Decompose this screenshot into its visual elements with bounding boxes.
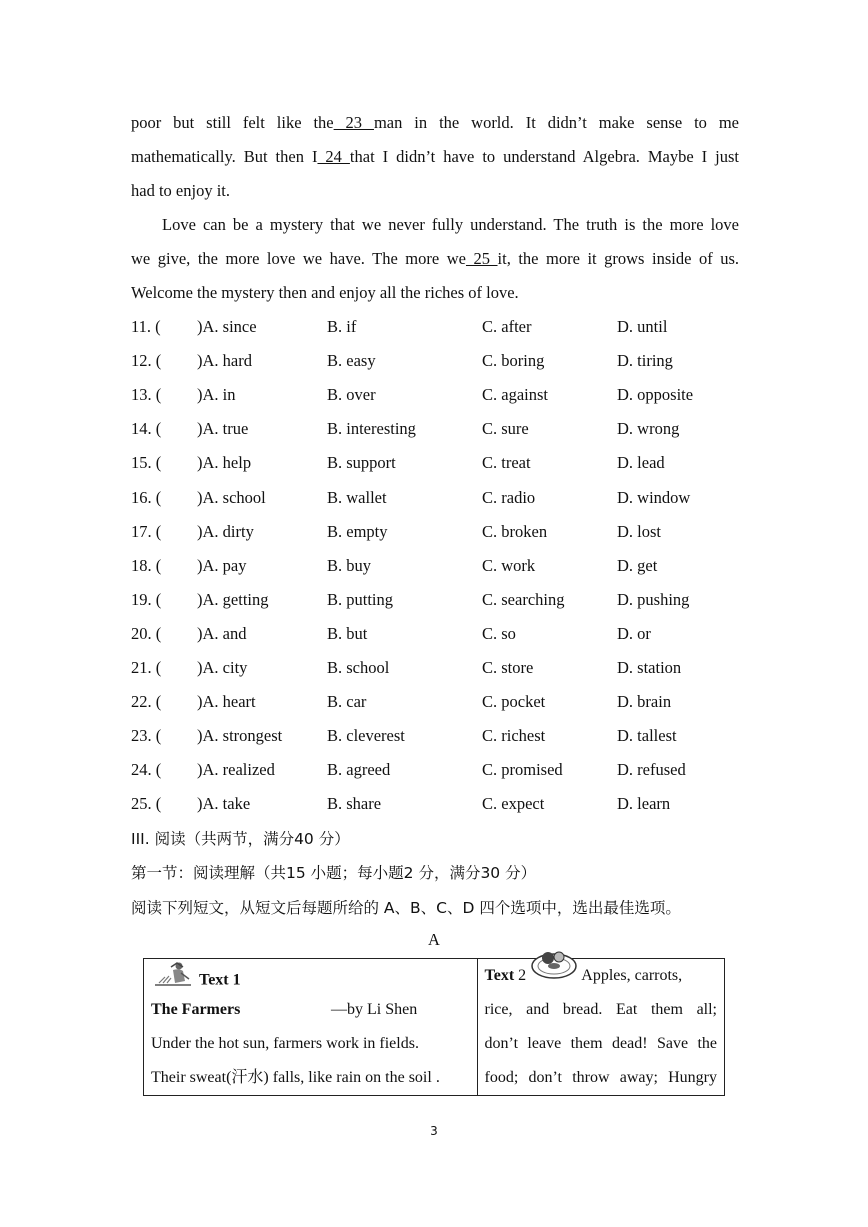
text-1-cell (144, 959, 478, 1096)
question-row (131, 719, 751, 753)
option-c[interactable]: C. promised (482, 760, 563, 780)
question-row (131, 617, 751, 651)
option-a[interactable]: )A. hard (197, 351, 252, 371)
question-row (131, 549, 751, 583)
passage-line: mathematically. But then I 24 that I didn’t have to understand Algebra. Maybe I just (131, 147, 739, 166)
option-a[interactable]: )A. dirty (197, 521, 254, 541)
option-c[interactable]: C. after (482, 317, 532, 336)
poem-line: Their sweat(汗水) falls, like rain on the soil . (151, 1069, 440, 1086)
question-number: 19. ( (131, 589, 162, 609)
blank-24: 24 (317, 147, 350, 166)
option-c[interactable]: C. work (482, 555, 536, 575)
option-d[interactable]: D. until (617, 317, 668, 336)
poem-title: The Farmers (151, 1001, 241, 1018)
option-b[interactable]: B. car (327, 692, 367, 712)
option-d[interactable]: D. pushing (617, 589, 690, 609)
option-b[interactable]: B. if (327, 317, 357, 336)
option-d[interactable]: D. get (617, 555, 658, 575)
question-number: 23. ( (131, 726, 162, 746)
question-row (131, 787, 751, 821)
passage-line: Welcome the mystery then and enjoy all the riches of love. (131, 283, 519, 302)
question-row (131, 753, 751, 787)
text-2-line-3: don’t leave them dead! Save the (484, 1035, 717, 1052)
poem-header (144, 993, 477, 1027)
question-number: 11. ( (131, 317, 161, 336)
option-c[interactable]: C. pocket (482, 692, 546, 712)
option-a[interactable]: )A. realized (197, 760, 275, 780)
passage-paragraph-1 (131, 106, 739, 208)
option-b[interactable]: B. agreed (327, 760, 391, 780)
question-number: 17. ( (131, 521, 162, 541)
option-a[interactable]: )A. and (197, 623, 247, 643)
option-a[interactable]: )A. help (197, 453, 252, 473)
option-c[interactable]: C. searching (482, 589, 565, 609)
option-b[interactable]: B. wallet (327, 487, 387, 507)
question-number: 16. ( (131, 487, 162, 507)
option-d[interactable]: D. learn (617, 794, 671, 814)
option-d[interactable]: D. tiring (617, 351, 673, 371)
option-c[interactable]: C. against (482, 385, 548, 405)
option-c[interactable]: C. treat (482, 453, 531, 473)
option-a[interactable]: )A. city (197, 658, 248, 677)
option-c[interactable]: C. expect (482, 794, 545, 814)
option-c[interactable]: C. boring (482, 351, 545, 371)
passage-paragraph-2 (131, 208, 739, 310)
option-d[interactable]: D. tallest (617, 726, 677, 746)
text-2-cell: Text 2 Apples, carrots, rice, and bread. Eat them all; don’t leave them dead! Save the food; don’t throw away; Hungry (477, 959, 724, 1096)
question-number: 14. ( (131, 419, 162, 439)
option-b[interactable]: B. share (327, 794, 382, 814)
poem-line: Under the hot sun, farmers work in fields. (151, 1035, 419, 1052)
section-part-1: 第一节：阅读理解（共15 小题；每小题2 分，满分30 分） (131, 864, 537, 882)
blank-25: 25 (465, 249, 498, 268)
passage-line: we give, the more love we have. The more we 25 it, the more it grows inside of us. (131, 249, 740, 268)
option-a[interactable]: )A. pay (197, 555, 247, 575)
passage-label-a: A (428, 930, 440, 949)
section-heading: III. 阅读（共两节，满分40 分） (131, 830, 350, 848)
option-b[interactable]: B. buy (327, 555, 372, 575)
poem-author: —by Li Shen (331, 1001, 418, 1018)
text-2-line-2: rice, and bread. Eat them all; (484, 1001, 717, 1018)
question-number: 13. ( (131, 385, 162, 405)
option-b[interactable]: B. support (327, 453, 396, 473)
question-number: 15. ( (131, 453, 162, 473)
text-2-title: Text (484, 967, 515, 984)
option-c[interactable]: C. radio (482, 487, 536, 507)
option-a[interactable]: )A. true (197, 419, 249, 439)
option-a[interactable]: )A. heart (197, 692, 256, 712)
food-plate-illustration (530, 946, 578, 993)
passage-line: poor but still felt like the 23 man in the world. It didn’t make sense to me (131, 113, 739, 132)
question-number: 20. ( (131, 623, 162, 643)
question-row (131, 481, 751, 515)
option-d[interactable]: D. station (617, 658, 682, 677)
question-row (131, 515, 751, 549)
question-row (131, 310, 751, 344)
option-a[interactable]: )A. getting (197, 589, 269, 609)
text-2-line-1: Apples, carrots, (581, 967, 683, 984)
option-c[interactable]: C. store (482, 658, 534, 677)
option-b[interactable]: B. school (327, 658, 390, 677)
option-d[interactable]: D. opposite (617, 385, 694, 405)
reading-table (143, 958, 725, 1096)
option-b[interactable]: B. cleverest (327, 726, 405, 746)
option-a[interactable]: )A. take (197, 794, 251, 814)
question-row (131, 412, 751, 446)
option-a[interactable]: )A. school (197, 487, 266, 507)
question-row (131, 583, 751, 617)
option-c[interactable]: C. richest (482, 726, 546, 746)
question-number: 22. ( (131, 692, 162, 712)
option-c[interactable]: C. broken (482, 521, 548, 541)
question-number: 18. ( (131, 555, 162, 575)
question-number: 21. ( (131, 658, 162, 677)
option-b[interactable]: B. putting (327, 589, 394, 609)
question-row (131, 378, 751, 412)
blank-23: 23 (333, 113, 374, 132)
passage-line: Love can be a mystery that we never fully understand. The truth is the more love (162, 215, 739, 234)
option-d[interactable]: D. or (617, 623, 651, 643)
question-number: 12. ( (131, 351, 162, 371)
question-number: 24. ( (131, 760, 162, 780)
option-d[interactable]: D. window (617, 487, 691, 507)
option-c[interactable]: C. so (482, 623, 516, 643)
option-b[interactable]: B. easy (327, 351, 376, 371)
question-row (131, 446, 751, 480)
option-a[interactable]: )A. strongest (197, 726, 283, 746)
option-a[interactable]: )A. in (197, 385, 236, 405)
option-b[interactable]: B. empty (327, 521, 388, 541)
option-a[interactable]: )A. since (197, 317, 257, 336)
text-1-title: Text 1 (199, 971, 241, 989)
question-row (131, 651, 751, 685)
option-d[interactable]: D. lost (617, 521, 662, 541)
passage-line: had to enjoy it. (131, 181, 230, 200)
text-2-line-4: food; don’t throw away; Hungry (484, 1069, 717, 1086)
option-d[interactable]: D. lead (617, 453, 665, 473)
question-number: 25. ( (131, 794, 162, 814)
option-d[interactable]: D. wrong (617, 419, 680, 439)
option-d[interactable]: D. refused (617, 760, 686, 780)
option-b[interactable]: B. but (327, 623, 368, 643)
option-b[interactable]: B. over (327, 385, 376, 405)
page-number: 3 (430, 1124, 438, 1138)
option-d[interactable]: D. brain (617, 692, 672, 712)
question-row (131, 685, 751, 719)
option-b[interactable]: B. interesting (327, 419, 416, 439)
question-row (131, 344, 751, 378)
option-c[interactable]: C. sure (482, 419, 529, 439)
section-instruction: 阅读下列短文，从短文后每题所给的 A、B、C、D 四个选项中，选出最佳选项。 (131, 899, 681, 917)
